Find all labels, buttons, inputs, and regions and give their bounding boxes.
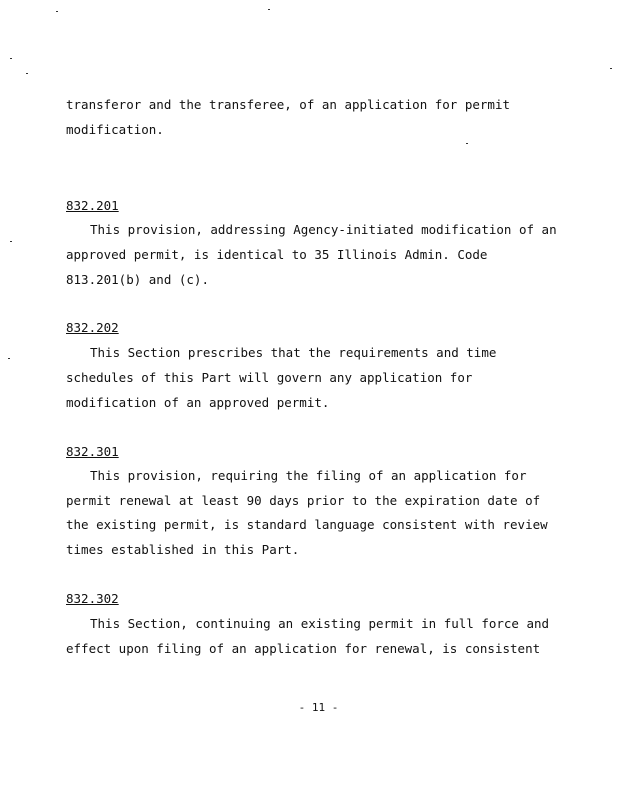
scan-speck — [268, 9, 270, 10]
section-832-302-line-1: This Section, continuing an existing permit in full force and — [90, 616, 550, 631]
page-number: - 11 - — [298, 701, 339, 714]
section-heading-832-201: 832.201 — [66, 198, 119, 213]
scan-speck — [26, 73, 28, 74]
scan-speck — [10, 241, 12, 242]
scan-speck — [466, 143, 468, 144]
section-832-301-line-1: This provision, requiring the filing of an application for — [90, 468, 527, 483]
section-832-201-line-3: 813.201(b) and (c). — [66, 272, 209, 287]
section-832-201-line-2: approved permit, is identical to 35 Illinois Admin. Code — [66, 247, 488, 262]
section-heading-832-302: 832.302 — [66, 591, 119, 606]
intro-line-2: modification. — [66, 122, 164, 137]
section-832-301-line-3: the existing permit, is standard language consistent with review — [66, 517, 548, 532]
section-832-202-line-1: This Section prescribes that the requirements and time — [90, 345, 497, 360]
section-832-202-line-2: schedules of this Part will govern any application for — [66, 370, 473, 385]
section-heading-832-202: 832.202 — [66, 320, 119, 335]
section-832-301-line-2: permit renewal at least 90 days prior to the expiration date of — [66, 493, 541, 508]
section-832-301-line-4: times established in this Part. — [66, 542, 300, 557]
scan-speck — [610, 68, 612, 69]
section-832-202-line-3: modification of an approved permit. — [66, 395, 330, 410]
scan-speck — [8, 358, 10, 359]
section-heading-832-301: 832.301 — [66, 444, 119, 459]
scan-speck — [10, 58, 12, 59]
scan-speck — [56, 11, 58, 12]
section-832-302-line-2: effect upon filing of an application for renewal, is consistent — [66, 641, 541, 656]
section-832-201-line-1: This provision, addressing Agency-initiated modification of an — [90, 222, 557, 237]
intro-line-1: transferor and the transferee, of an application for permit — [66, 97, 511, 112]
